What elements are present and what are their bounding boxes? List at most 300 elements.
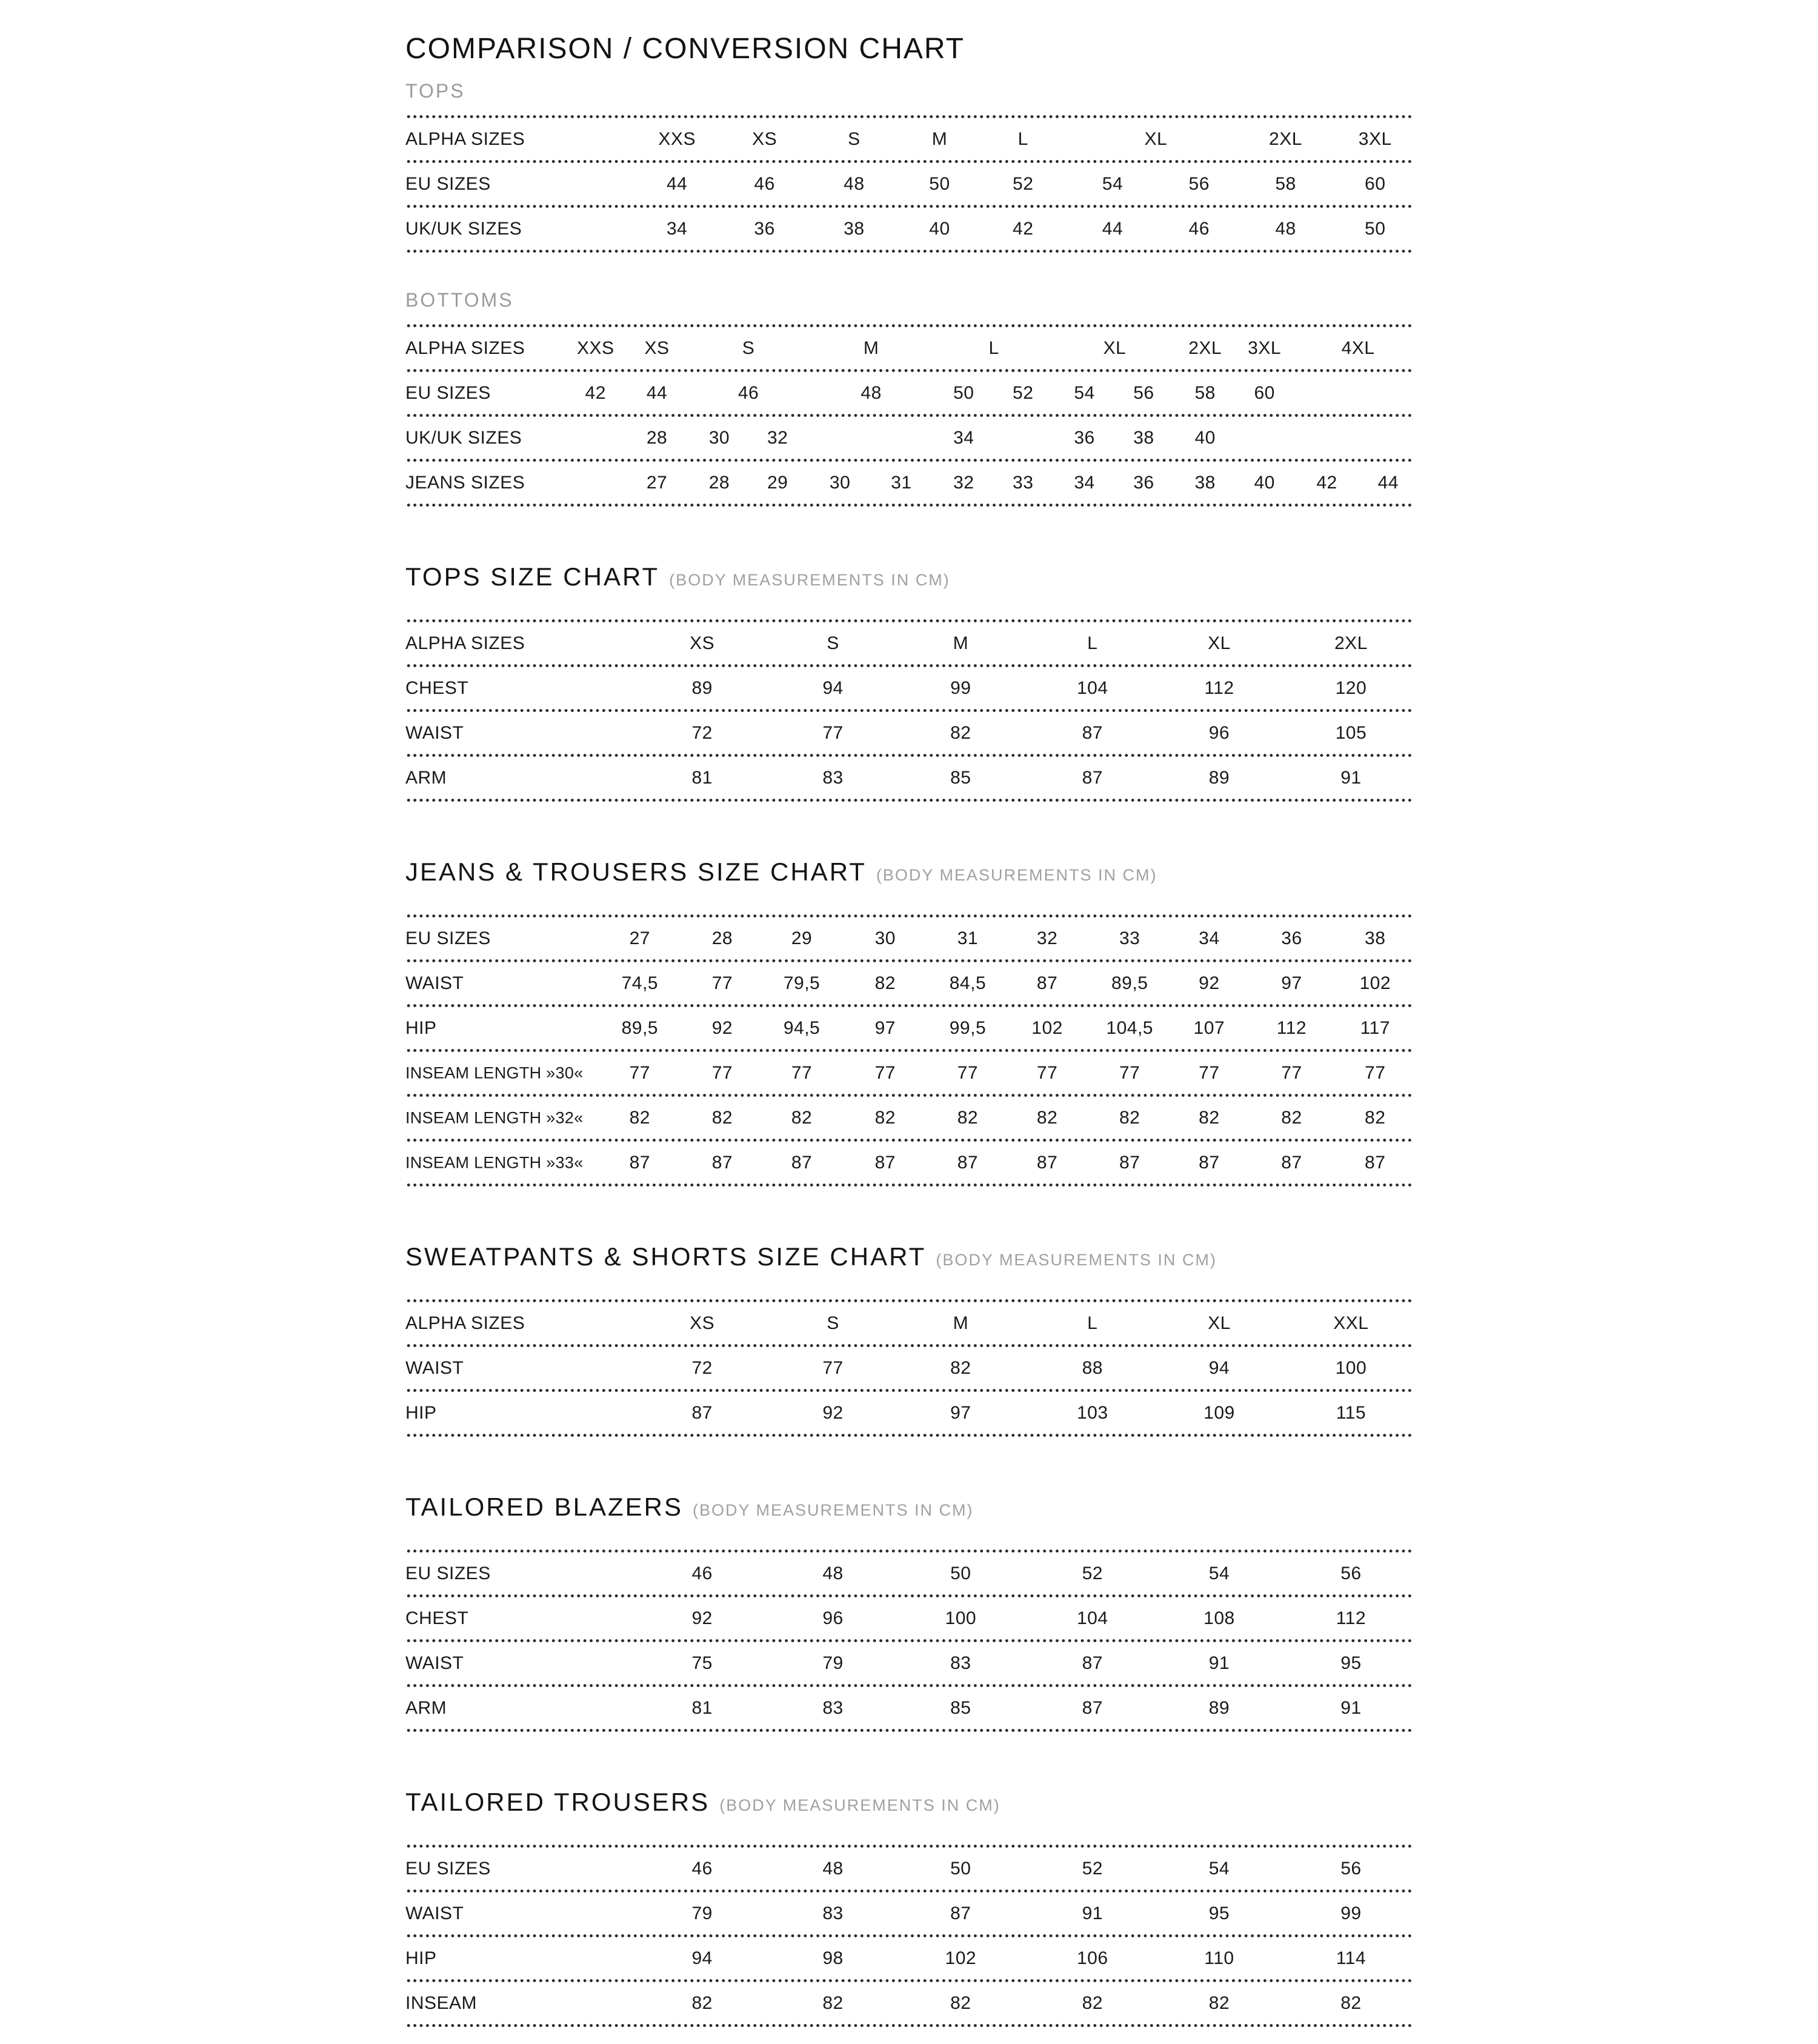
size-cell: XL bbox=[1144, 128, 1168, 149]
table-row bbox=[405, 1684, 1411, 1729]
section-comparison-bottoms bbox=[405, 288, 1411, 507]
table-row bbox=[405, 1979, 1411, 2024]
size-cell: 72 bbox=[691, 722, 713, 743]
size-cell: 52 bbox=[1013, 382, 1034, 403]
table-row-body bbox=[405, 917, 1411, 959]
size-cell: 34 bbox=[1199, 928, 1220, 948]
dotted-divider bbox=[405, 1434, 1411, 1437]
size-cell: 82 bbox=[950, 1357, 971, 1378]
size-cell: 82 bbox=[791, 1107, 813, 1128]
size-cell: 38 bbox=[1365, 928, 1386, 948]
size-cell: 46 bbox=[691, 1563, 713, 1583]
size-cell: 75 bbox=[691, 1653, 713, 1673]
size-cell: 32 bbox=[953, 472, 974, 493]
size-cell: 58 bbox=[1275, 173, 1296, 194]
size-cell: 3XL bbox=[1358, 128, 1392, 149]
size-cell: 2XL bbox=[1334, 633, 1368, 653]
section-subheading: (BODY MEASUREMENTS IN CM) bbox=[936, 1251, 1217, 1269]
size-cell: 112 bbox=[1204, 677, 1234, 698]
size-cell: 97 bbox=[950, 1402, 971, 1423]
size-cell: 28 bbox=[646, 427, 668, 448]
size-cell: 27 bbox=[629, 928, 650, 948]
size-cell: 102 bbox=[1031, 1017, 1063, 1038]
size-cell: 31 bbox=[891, 472, 912, 493]
table-row bbox=[405, 324, 1411, 369]
table-row bbox=[405, 1344, 1411, 1389]
row-label: ALPHA SIZES bbox=[405, 1313, 525, 1333]
table-row bbox=[405, 1594, 1411, 1639]
size-cell: 92 bbox=[1199, 973, 1220, 993]
size-cell: 82 bbox=[1199, 1107, 1220, 1128]
size-cell: 82 bbox=[1281, 1107, 1302, 1128]
table-row-body bbox=[405, 1848, 1411, 1889]
size-cell: L bbox=[1017, 128, 1028, 149]
table-row bbox=[405, 619, 1411, 664]
size-cell: 108 bbox=[1204, 1608, 1235, 1628]
size-cell: 82 bbox=[629, 1107, 650, 1128]
size-cell: L bbox=[1087, 1313, 1098, 1333]
size-cell: 36 bbox=[1281, 928, 1302, 948]
size-cell: 77 bbox=[791, 1062, 813, 1083]
table-row bbox=[405, 115, 1411, 160]
size-cell: 44 bbox=[667, 173, 688, 194]
size-cell: 29 bbox=[791, 928, 813, 948]
size-cell: 33 bbox=[1013, 472, 1034, 493]
size-cell: 34 bbox=[1074, 472, 1095, 493]
size-cell: 87 bbox=[791, 1152, 813, 1173]
table-row-body bbox=[405, 417, 1411, 459]
size-cell: 94 bbox=[822, 677, 844, 698]
table-row-body bbox=[405, 962, 1411, 1004]
row-label: INSEAM bbox=[405, 1992, 478, 2013]
table-row bbox=[405, 914, 1411, 959]
size-cell: 87 bbox=[711, 1152, 733, 1173]
table-row bbox=[405, 1845, 1411, 1889]
size-cell: 46 bbox=[1188, 218, 1210, 239]
page-title: COMPARISON / CONVERSION CHART bbox=[405, 33, 965, 65]
size-cell: 109 bbox=[1204, 1402, 1235, 1423]
size-cell: 40 bbox=[1194, 427, 1216, 448]
table-row bbox=[405, 1389, 1411, 1434]
size-cell: 82 bbox=[1119, 1107, 1140, 1128]
size-cell: 32 bbox=[767, 427, 788, 448]
size-cell: 29 bbox=[767, 472, 788, 493]
size-cell: XXS bbox=[658, 128, 696, 149]
dotted-divider bbox=[405, 2024, 1411, 2027]
section-heading-text: TAILORED TROUSERS bbox=[405, 1788, 710, 1816]
size-cell: 98 bbox=[822, 1948, 844, 1968]
size-cell: 54 bbox=[1208, 1563, 1230, 1583]
row-label: WAIST bbox=[405, 1653, 464, 1673]
row-label: ALPHA SIZES bbox=[405, 338, 525, 358]
size-cell: 104 bbox=[1076, 677, 1108, 698]
dotted-divider bbox=[405, 1729, 1411, 1732]
size-cell: 85 bbox=[950, 767, 971, 788]
size-cell: 60 bbox=[1254, 382, 1275, 403]
size-cell: 92 bbox=[822, 1402, 844, 1423]
size-cell: 38 bbox=[1133, 427, 1154, 448]
size-cell: 94,5 bbox=[783, 1017, 821, 1038]
size-cell: 46 bbox=[691, 1858, 713, 1879]
row-label: EU SIZES bbox=[405, 1563, 491, 1583]
size-cell: 92 bbox=[691, 1608, 713, 1628]
size-cell: 88 bbox=[1082, 1357, 1103, 1378]
dotted-divider bbox=[405, 250, 1411, 253]
size-cell: XL bbox=[1103, 338, 1127, 358]
table-row-body bbox=[405, 1142, 1411, 1183]
size-cell: 56 bbox=[1340, 1563, 1362, 1583]
section-heading bbox=[405, 561, 1411, 599]
size-cell: XXS bbox=[576, 338, 614, 358]
size-cell: 99 bbox=[1340, 1903, 1362, 1923]
size-cell: 107 bbox=[1193, 1017, 1225, 1038]
size-cell: 82 bbox=[957, 1107, 979, 1128]
row-label: ALPHA SIZES bbox=[405, 128, 525, 149]
size-cell: 28 bbox=[711, 928, 733, 948]
size-cell: 92 bbox=[711, 1017, 733, 1038]
size-cell: S bbox=[742, 338, 755, 358]
table-row bbox=[405, 1049, 1411, 1094]
size-cell: 94 bbox=[1208, 1357, 1230, 1378]
size-cell: 87 bbox=[1082, 1697, 1103, 1718]
row-label: WAIST bbox=[405, 973, 464, 993]
section-sweatpants-shorts-size-chart bbox=[405, 1241, 1411, 1437]
row-label: EU SIZES bbox=[405, 173, 491, 194]
size-cell: 89,5 bbox=[1111, 973, 1148, 993]
size-cell: 36 bbox=[754, 218, 775, 239]
size-cell: 99 bbox=[950, 677, 971, 698]
table-row bbox=[405, 369, 1411, 414]
size-cell: 87 bbox=[1199, 1152, 1220, 1173]
table-row-body bbox=[405, 1347, 1411, 1389]
size-cell: 91 bbox=[1082, 1903, 1103, 1923]
table-row-body bbox=[405, 712, 1411, 754]
size-cell: 83 bbox=[950, 1653, 971, 1673]
size-cell: 82 bbox=[950, 1992, 971, 2013]
row-label: ARM bbox=[405, 767, 447, 788]
size-cell: 30 bbox=[829, 472, 851, 493]
size-cell: 40 bbox=[1254, 472, 1275, 493]
size-cell: 54 bbox=[1102, 173, 1124, 194]
size-table bbox=[405, 1845, 1411, 2027]
row-label: WAIST bbox=[405, 1357, 464, 1378]
table-row-body bbox=[405, 1687, 1411, 1729]
size-cell: XL bbox=[1208, 633, 1231, 653]
size-cell: 83 bbox=[822, 767, 844, 788]
size-cell: 89 bbox=[691, 677, 713, 698]
size-cell: XS bbox=[752, 128, 777, 149]
table-row-body bbox=[405, 1893, 1411, 1934]
table-row-body bbox=[405, 622, 1411, 664]
size-cell: 44 bbox=[646, 382, 668, 403]
table-row-body bbox=[405, 757, 1411, 799]
table-row-body bbox=[405, 1642, 1411, 1684]
row-label: WAIST bbox=[405, 722, 464, 743]
size-cell: S bbox=[827, 633, 839, 653]
size-cell: 60 bbox=[1365, 173, 1386, 194]
section-heading-text: SWEATPANTS & SHORTS SIZE CHART bbox=[405, 1242, 927, 1271]
size-cell: 85 bbox=[950, 1697, 971, 1718]
size-cell: 102 bbox=[945, 1948, 977, 1968]
size-cell: 87 bbox=[629, 1152, 650, 1173]
row-label: ARM bbox=[405, 1697, 447, 1718]
size-cell: 96 bbox=[822, 1608, 844, 1628]
table-row-body bbox=[405, 462, 1411, 504]
size-cell: 50 bbox=[1365, 218, 1386, 239]
size-cell: 77 bbox=[629, 1062, 650, 1083]
size-cell: 99,5 bbox=[949, 1017, 987, 1038]
size-chart-content bbox=[405, 0, 1411, 2027]
row-label: EU SIZES bbox=[405, 1858, 491, 1879]
size-cell: 34 bbox=[667, 218, 688, 239]
section-jeans-trousers-size-chart bbox=[405, 856, 1411, 1187]
section-heading-text: JEANS & TROUSERS SIZE CHART bbox=[405, 857, 867, 886]
section-heading bbox=[405, 1786, 1411, 1824]
section-heading bbox=[405, 1241, 1411, 1279]
size-cell: 87 bbox=[874, 1152, 896, 1173]
size-cell: 82 bbox=[822, 1992, 844, 2013]
size-cell: 42 bbox=[1013, 218, 1034, 239]
size-cell: 81 bbox=[691, 767, 713, 788]
size-cell: 82 bbox=[691, 1992, 713, 2013]
size-cell: 46 bbox=[754, 173, 775, 194]
size-cell: 77 bbox=[711, 1062, 733, 1083]
table-row-body bbox=[405, 667, 1411, 709]
section-heading-text: TAILORED BLAZERS bbox=[405, 1493, 683, 1521]
section-subheading: (BODY MEASUREMENTS IN CM) bbox=[719, 1796, 1001, 1814]
size-cell: 38 bbox=[1194, 472, 1216, 493]
size-cell: 106 bbox=[1076, 1948, 1108, 1968]
table-row bbox=[405, 459, 1411, 504]
size-cell: 33 bbox=[1119, 928, 1140, 948]
table-row bbox=[405, 1639, 1411, 1684]
size-cell: 27 bbox=[646, 472, 668, 493]
table-row bbox=[405, 205, 1411, 250]
size-cell: 42 bbox=[1316, 472, 1337, 493]
size-cell: 104 bbox=[1076, 1608, 1108, 1628]
row-label: EU SIZES bbox=[405, 382, 491, 403]
size-cell: XL bbox=[1208, 1313, 1231, 1333]
section-tailored-blazers bbox=[405, 1491, 1411, 1732]
size-cell: 120 bbox=[1335, 677, 1367, 698]
size-table bbox=[405, 324, 1411, 507]
size-cell: 104,5 bbox=[1106, 1017, 1153, 1038]
table-row-body bbox=[405, 1392, 1411, 1434]
size-cell: 32 bbox=[1036, 928, 1058, 948]
section-heading bbox=[405, 1491, 1411, 1529]
size-cell: 48 bbox=[861, 382, 882, 403]
size-cell: 54 bbox=[1208, 1858, 1230, 1879]
size-cell: 82 bbox=[1365, 1107, 1386, 1128]
size-cell: 77 bbox=[1199, 1062, 1220, 1083]
row-label: EU SIZES bbox=[405, 928, 491, 948]
row-label: JEANS SIZES bbox=[405, 472, 525, 493]
size-cell: 97 bbox=[874, 1017, 896, 1038]
size-cell: 87 bbox=[691, 1402, 713, 1423]
size-cell: 89 bbox=[1208, 767, 1230, 788]
size-cell: 112 bbox=[1276, 1017, 1307, 1038]
size-cell: 87 bbox=[957, 1152, 979, 1173]
table-row bbox=[405, 959, 1411, 1004]
size-cell: 52 bbox=[1013, 173, 1034, 194]
size-cell: 95 bbox=[1340, 1653, 1362, 1673]
size-cell: 3XL bbox=[1248, 338, 1282, 358]
section-tops-size-chart bbox=[405, 561, 1411, 802]
size-cell: 30 bbox=[708, 427, 730, 448]
size-cell: 56 bbox=[1188, 173, 1210, 194]
section-subheading: (BODY MEASUREMENTS IN CM) bbox=[669, 571, 950, 589]
section-kicker: BOTTOMS bbox=[405, 289, 514, 311]
size-table bbox=[405, 115, 1411, 253]
size-table bbox=[405, 1550, 1411, 1732]
size-cell: 77 bbox=[1119, 1062, 1140, 1083]
size-cell: 77 bbox=[957, 1062, 979, 1083]
size-cell: 77 bbox=[1365, 1062, 1386, 1083]
size-cell: 36 bbox=[1133, 472, 1154, 493]
size-cell: XS bbox=[644, 338, 670, 358]
section-kicker: TOPS bbox=[405, 80, 465, 102]
size-cell: 50 bbox=[953, 382, 974, 403]
size-cell: 2XL bbox=[1188, 338, 1222, 358]
size-cell: 82 bbox=[1340, 1992, 1362, 2013]
table-row bbox=[405, 1004, 1411, 1049]
size-cell: M bbox=[953, 1313, 969, 1333]
size-table bbox=[405, 1299, 1411, 1437]
size-cell: 87 bbox=[1036, 1152, 1058, 1173]
table-row bbox=[405, 1934, 1411, 1979]
size-cell: 52 bbox=[1082, 1858, 1103, 1879]
size-cell: 48 bbox=[822, 1858, 844, 1879]
table-row bbox=[405, 414, 1411, 459]
size-cell: 4XL bbox=[1341, 338, 1375, 358]
size-cell: 72 bbox=[691, 1357, 713, 1378]
size-cell: 100 bbox=[1335, 1357, 1367, 1378]
table-row-body bbox=[405, 163, 1411, 205]
size-cell: 34 bbox=[953, 427, 974, 448]
table-row bbox=[405, 160, 1411, 205]
size-cell: 42 bbox=[585, 382, 606, 403]
size-cell: 54 bbox=[1074, 382, 1095, 403]
size-cell: 82 bbox=[1082, 1992, 1103, 2013]
size-cell: 46 bbox=[738, 382, 759, 403]
table-row-body bbox=[405, 118, 1411, 160]
size-cell: 2XL bbox=[1269, 128, 1302, 149]
size-cell: 50 bbox=[929, 173, 950, 194]
size-cell: 44 bbox=[1377, 472, 1399, 493]
size-cell: M bbox=[953, 633, 969, 653]
size-cell: 48 bbox=[822, 1563, 844, 1583]
size-cell: 117 bbox=[1360, 1017, 1390, 1038]
size-cell: 87 bbox=[1082, 767, 1103, 788]
size-cell: 94 bbox=[691, 1948, 713, 1968]
size-cell: 100 bbox=[945, 1608, 977, 1628]
table-row bbox=[405, 709, 1411, 754]
row-label: INSEAM LENGTH »30« bbox=[405, 1064, 584, 1082]
dotted-divider bbox=[405, 504, 1411, 507]
table-row-body bbox=[405, 1553, 1411, 1594]
size-cell: 95 bbox=[1208, 1903, 1230, 1923]
table-row bbox=[405, 1139, 1411, 1183]
size-cell: 52 bbox=[1082, 1563, 1103, 1583]
size-cell: 36 bbox=[1074, 427, 1095, 448]
size-cell: 103 bbox=[1076, 1402, 1108, 1423]
size-cell: 97 bbox=[1281, 973, 1302, 993]
size-cell: 50 bbox=[950, 1563, 971, 1583]
row-label: UK/UK SIZES bbox=[405, 218, 522, 239]
row-label: WAIST bbox=[405, 1903, 464, 1923]
section-heading-text: TOPS SIZE CHART bbox=[405, 562, 660, 591]
size-cell: 91 bbox=[1340, 767, 1362, 788]
table-row bbox=[405, 754, 1411, 799]
row-label: CHEST bbox=[405, 1608, 469, 1628]
table-row bbox=[405, 1094, 1411, 1139]
size-cell: 38 bbox=[844, 218, 865, 239]
size-cell: 58 bbox=[1194, 382, 1216, 403]
row-label: INSEAM LENGTH »32« bbox=[405, 1108, 584, 1127]
table-row-body bbox=[405, 1937, 1411, 1979]
size-cell: 44 bbox=[1102, 218, 1124, 239]
dotted-divider bbox=[405, 1183, 1411, 1187]
size-cell: M bbox=[931, 128, 948, 149]
size-cell: 89 bbox=[1208, 1697, 1230, 1718]
size-cell: 89,5 bbox=[621, 1017, 658, 1038]
size-cell: 79 bbox=[822, 1653, 844, 1673]
size-cell: 82 bbox=[950, 722, 971, 743]
table-row-body bbox=[405, 1982, 1411, 2024]
size-cell: XXL bbox=[1333, 1313, 1369, 1333]
size-cell: 87 bbox=[1036, 973, 1058, 993]
size-cell: 50 bbox=[950, 1858, 971, 1879]
size-cell: 77 bbox=[822, 722, 844, 743]
size-cell: 83 bbox=[822, 1903, 844, 1923]
section-heading bbox=[405, 856, 1411, 894]
size-cell: S bbox=[827, 1313, 839, 1333]
table-row bbox=[405, 664, 1411, 709]
size-cell: 82 bbox=[1036, 1107, 1058, 1128]
size-cell: 77 bbox=[1281, 1062, 1302, 1083]
size-cell: 82 bbox=[1208, 1992, 1230, 2013]
table-row-body bbox=[405, 372, 1411, 414]
size-cell: 91 bbox=[1208, 1653, 1230, 1673]
size-cell: 79,5 bbox=[783, 973, 821, 993]
size-cell: 74,5 bbox=[621, 973, 658, 993]
size-cell: XS bbox=[690, 1313, 715, 1333]
size-cell: 77 bbox=[822, 1357, 844, 1378]
size-cell: 81 bbox=[691, 1697, 713, 1718]
size-cell: 87 bbox=[1082, 722, 1103, 743]
table-row-body bbox=[405, 208, 1411, 250]
size-cell: 48 bbox=[844, 173, 865, 194]
size-cell: 82 bbox=[711, 1107, 733, 1128]
size-table bbox=[405, 619, 1411, 802]
size-cell: 105 bbox=[1335, 722, 1367, 743]
size-cell: 56 bbox=[1340, 1858, 1362, 1879]
row-label: CHEST bbox=[405, 677, 469, 698]
size-cell: 28 bbox=[708, 472, 730, 493]
table-row-body bbox=[405, 327, 1411, 369]
size-cell: 48 bbox=[1275, 218, 1296, 239]
size-cell: 115 bbox=[1336, 1402, 1367, 1423]
size-cell: 110 bbox=[1204, 1948, 1234, 1968]
row-label: HIP bbox=[405, 1948, 437, 1968]
size-cell: M bbox=[863, 338, 879, 358]
size-cell: 82 bbox=[874, 1107, 896, 1128]
size-cell: 83 bbox=[822, 1697, 844, 1718]
size-cell: 87 bbox=[1082, 1653, 1103, 1673]
size-cell: XS bbox=[690, 633, 715, 653]
table-row bbox=[405, 1889, 1411, 1934]
size-cell: 30 bbox=[874, 928, 896, 948]
